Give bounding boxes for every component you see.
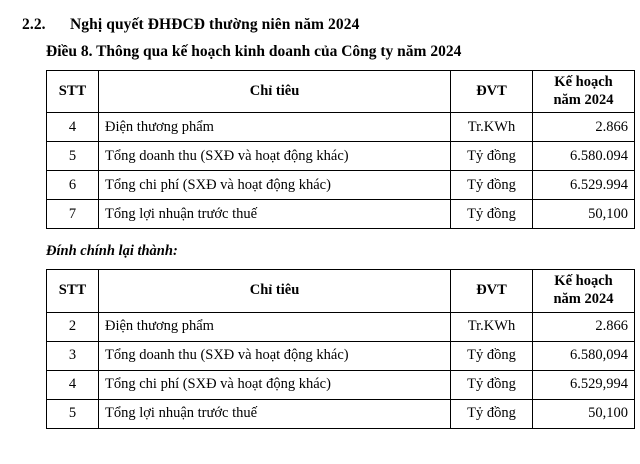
- cell-name: Tổng chi phí (SXĐ và hoạt động khác): [99, 171, 451, 200]
- header-name: Chỉ tiêu: [99, 270, 451, 312]
- table-row: [47, 113, 635, 142]
- header-plan: [533, 270, 635, 312]
- cell-unit: Tỷ đồng: [451, 171, 533, 200]
- cell-stt: 3: [47, 341, 99, 370]
- cell-stt: 5: [47, 142, 99, 171]
- cell-name: Tổng doanh thu (SXĐ và hoạt động khác): [99, 341, 451, 370]
- table-header-row: [47, 71, 635, 113]
- cell-unit: Tỷ đồng: [451, 370, 533, 399]
- cell-name: Điện thương phẩm: [99, 113, 451, 142]
- cell-plan: 6.580,094: [533, 341, 635, 370]
- table-row: [47, 142, 635, 171]
- cell-unit: Tr.KWh: [451, 113, 533, 142]
- table-row: [47, 399, 635, 428]
- cell-stt: 5: [47, 399, 99, 428]
- header-plan: [533, 71, 635, 113]
- correction-note: Đính chính lại thành:: [46, 243, 178, 260]
- cell-name: Tổng lợi nhuận trước thuế: [99, 200, 451, 229]
- header-name: Chỉ tiêu: [99, 71, 451, 113]
- cell-plan: 50,100: [533, 399, 635, 428]
- cell-name: Điện thương phẩm: [99, 312, 451, 341]
- cell-plan: 50,100: [533, 200, 635, 229]
- cell-name: Tổng lợi nhuận trước thuế: [99, 399, 451, 428]
- cell-plan: 2.866: [533, 113, 635, 142]
- section-title: Nghị quyết ĐHĐCĐ thường niên năm 2024: [70, 16, 360, 33]
- table-row: [47, 171, 635, 200]
- header-unit: ĐVT: [451, 71, 533, 113]
- table-row: [47, 200, 635, 229]
- cell-unit: Tỷ đồng: [451, 399, 533, 428]
- header-stt: STT: [47, 270, 99, 312]
- header-plan-line2: năm 2024: [553, 291, 614, 308]
- cell-plan: 6.580.094: [533, 142, 635, 171]
- cell-plan: 2.866: [533, 312, 635, 341]
- header-plan-line1: Kế hoạch: [554, 74, 613, 90]
- header-plan-line1: Kế hoạch: [554, 273, 613, 290]
- table-row: [47, 312, 635, 341]
- cell-stt: 4: [47, 370, 99, 399]
- table-row: [47, 341, 635, 370]
- cell-unit: Tr.KWh: [451, 312, 533, 341]
- cell-plan: 6.529,994: [533, 370, 635, 399]
- cell-unit: Tỷ đồng: [451, 142, 533, 171]
- cell-stt: 4: [47, 113, 99, 142]
- table-header-row: [47, 270, 635, 312]
- header-plan-line2: năm 2024: [553, 91, 614, 108]
- cell-name: Tổng chi phí (SXĐ và hoạt động khác): [99, 370, 451, 399]
- section-number: 2.2.: [22, 16, 46, 33]
- cell-stt: 6: [47, 171, 99, 200]
- cell-stt: 2: [47, 312, 99, 341]
- header-unit: ĐVT: [451, 270, 533, 312]
- cell-unit: Tỷ đồng: [451, 200, 533, 229]
- cell-plan: 6.529.994: [533, 171, 635, 200]
- corrected-plan-table: [46, 269, 635, 428]
- cell-stt: 7: [47, 200, 99, 229]
- article-heading: Điều 8. Thông qua kế hoạch kinh doanh của Công ty năm 2024: [46, 43, 462, 60]
- section-heading: [22, 16, 618, 34]
- cell-name: Tổng doanh thu (SXĐ và hoạt động khác): [99, 142, 451, 171]
- table-row: [47, 370, 635, 399]
- header-stt: STT: [47, 71, 99, 113]
- original-plan-table: [46, 70, 635, 229]
- cell-unit: Tỷ đồng: [451, 341, 533, 370]
